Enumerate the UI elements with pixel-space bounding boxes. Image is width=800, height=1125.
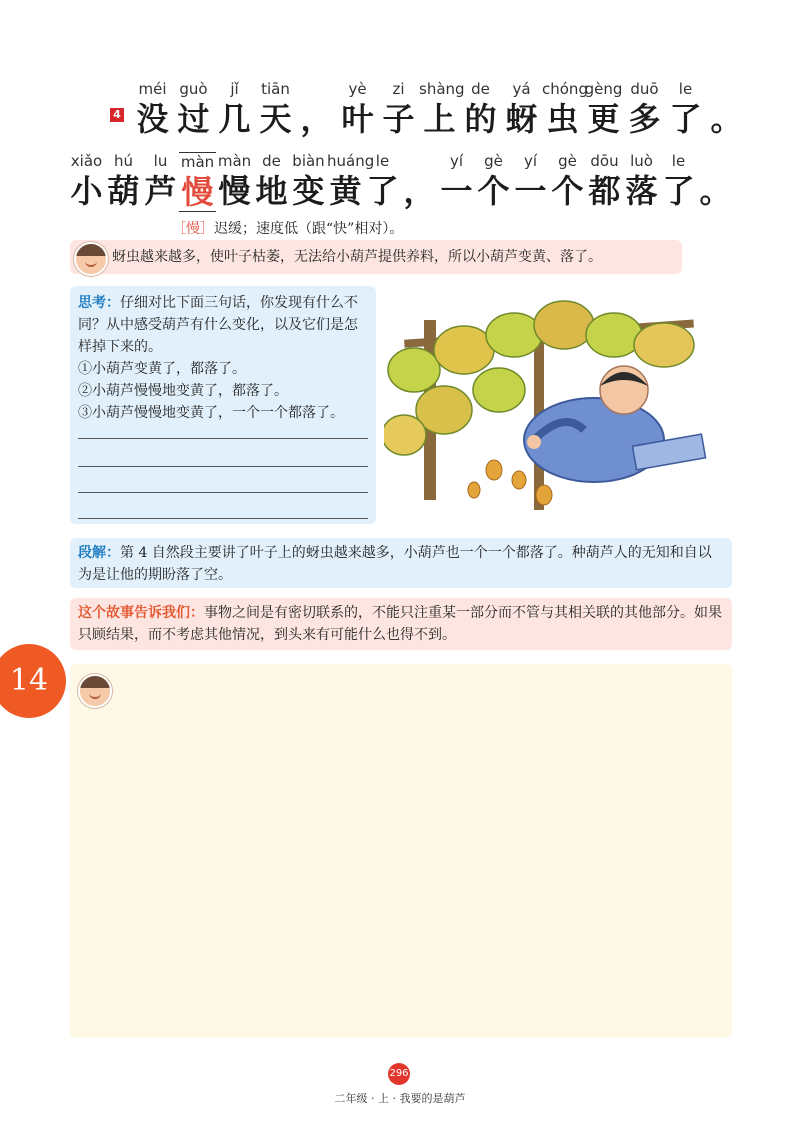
line2-char (586, 152, 623, 210)
pinyin: yá (512, 80, 531, 98)
line2-char (68, 152, 105, 210)
pinyin: chóng (542, 80, 588, 98)
line2-char (253, 152, 290, 210)
hanzi: 虫 (546, 100, 579, 138)
hanzi: 多 (628, 100, 661, 138)
hanzi: 没 (136, 100, 169, 138)
pinyin: huáng (327, 152, 375, 170)
paragraph-number-badge: 4 (110, 108, 124, 122)
hanzi: 地 (255, 172, 288, 210)
footer-title: 二年级 · 上 · 我要的是葫芦 (334, 1092, 466, 1105)
think-box (70, 286, 376, 524)
hanzi: 落 (625, 172, 658, 210)
hanzi: 叶 (341, 100, 374, 138)
text-line-2 (0, 152, 800, 211)
think-question: 仔细对比下面三句话，你发现有什么不同？从中感受葫芦有什么变化，以及它们是怎样掉下来的。 (78, 295, 358, 355)
hanzi: 更 (587, 100, 620, 138)
pinyin: de (471, 80, 490, 98)
answer-line-2[interactable] (78, 466, 368, 467)
line2-char (290, 152, 327, 210)
hanzi: 一 (440, 172, 473, 210)
line2-char (327, 152, 375, 210)
line1-char (255, 80, 296, 138)
lesson-number-badge: 14 (0, 644, 66, 718)
pinyin: méi (138, 80, 167, 98)
text-line-1 (0, 80, 800, 138)
summary-label: 段解： (78, 545, 120, 561)
pinyin: yí (449, 152, 464, 170)
pinyin (296, 80, 337, 100)
pinyin: màn (180, 153, 215, 171)
pinyin: shàng (419, 80, 465, 98)
pinyin (706, 80, 747, 100)
answer-line-3[interactable] (78, 492, 368, 493)
hanzi: 都 (588, 172, 621, 210)
think-item-2: ②小葫芦慢慢地变黄了，都落了。 (78, 383, 288, 399)
pinyin: le (375, 152, 390, 170)
line2-char (142, 152, 179, 210)
hanzi: 慢 (218, 172, 251, 210)
line2-char (660, 152, 697, 210)
line1-char (583, 80, 624, 138)
pinyin: gèng (584, 80, 623, 98)
line1-char (542, 80, 588, 138)
line2-char (216, 152, 253, 210)
hanzi: 一 (514, 172, 547, 210)
pinyin: lu (153, 152, 168, 170)
hanzi: 天 (259, 100, 292, 138)
pinyin: hú (113, 152, 133, 170)
line2-char (105, 152, 142, 210)
pinyin: yè (348, 80, 367, 98)
hanzi: 的 (464, 100, 497, 138)
pinyin: guò (179, 80, 208, 98)
pinyin (401, 152, 438, 172)
hanzi: 葫 (107, 172, 140, 210)
moral-label: 这个故事告诉我们： (78, 605, 204, 621)
line2-char (623, 152, 660, 210)
gloss-text: 迟缓；速度低（跟“快”相对）。 (214, 221, 404, 237)
line1-char (665, 80, 706, 138)
pinyin: gè (558, 152, 577, 170)
think-label: 思考： (78, 295, 120, 311)
pinyin: jǐ (230, 80, 239, 98)
paragraph-summary (70, 538, 732, 588)
pinyin: yí (523, 152, 538, 170)
hanzi: 个 (477, 172, 510, 210)
hanzi: ， (300, 100, 333, 138)
hanzi: 小 (70, 172, 103, 210)
pinyin: dōu (590, 152, 619, 170)
line2-char (475, 152, 512, 210)
answer-line-1[interactable] (78, 438, 368, 439)
summary-text: 第 4 自然段主要讲了叶子上的蚜虫越来越多，小葫芦也一个一个都落了。种葫芦人的无知和自以为是让他的期盼落了空。 (78, 545, 712, 583)
line1-char (173, 80, 214, 138)
gloss-word: ［慢］ (172, 221, 214, 237)
moral-text: 事物之间是有密切联系的，不能只注重某一部分而不管与其相关联的其他部分。如果只顾结果，而不考虑其他情况，到头来有可能什么也得不到。 (78, 605, 722, 643)
hanzi: 。 (710, 100, 743, 138)
hanzi: 上 (423, 100, 456, 138)
pinyin: de (262, 152, 281, 170)
pinyin: le (678, 80, 693, 98)
think-item-3: ③小葫芦慢慢地变黄了，一个一个都落了。 (78, 405, 344, 421)
line1-char (378, 80, 419, 138)
pinyin: le (671, 152, 686, 170)
hanzi: 过 (177, 100, 210, 138)
line2-char (512, 152, 549, 210)
hanzi: ， (403, 172, 436, 210)
pinyin (697, 152, 734, 172)
line2-char (697, 152, 734, 210)
hanzi: 个 (551, 172, 584, 210)
boy-avatar-icon (78, 674, 112, 708)
pinyin: biàn (292, 152, 325, 170)
line1-char (460, 80, 501, 138)
hanzi: 慢 (181, 173, 214, 211)
line1-char (296, 80, 337, 138)
pinyin: tiān (261, 80, 290, 98)
gourd-illustration (384, 290, 732, 520)
pinyin: duō (630, 80, 659, 98)
think-item-1: ①小葫芦变黄了，都落了。 (78, 361, 246, 377)
hanzi: 。 (699, 172, 732, 210)
line1-char (214, 80, 255, 138)
tip-bubble (70, 240, 682, 274)
hanzi: 了 (366, 172, 399, 210)
pinyin: xiǎo (70, 152, 103, 170)
line1-char (337, 80, 378, 138)
girl-avatar-icon (74, 242, 108, 276)
line1-char (501, 80, 542, 138)
pinyin: gè (484, 152, 503, 170)
hanzi: 子 (382, 100, 415, 138)
hanzi: 变 (292, 172, 325, 210)
line2-char (401, 152, 438, 210)
word-gloss (172, 218, 403, 238)
notes-area[interactable] (70, 664, 732, 1038)
line2-char (549, 152, 586, 210)
hanzi: 蚜 (505, 100, 538, 138)
line1-char (706, 80, 747, 138)
pinyin: luò (630, 152, 653, 170)
tip-text: 蚜虫越来越多，使叶子枯萎，无法给小葫芦提供养料，所以小葫芦变黄、落了。 (112, 249, 602, 265)
hanzi: 几 (218, 100, 251, 138)
hanzi: 黄 (329, 172, 362, 210)
hanzi: 芦 (144, 172, 177, 210)
story-moral (70, 598, 732, 650)
line1-char (624, 80, 665, 138)
answer-line-4[interactable] (78, 518, 368, 519)
page-number: 296 (388, 1063, 410, 1085)
pinyin: zi (392, 80, 405, 98)
pinyin: màn (217, 152, 252, 170)
line2-char (438, 152, 475, 210)
line2-char (364, 152, 401, 210)
hanzi: 了 (669, 100, 702, 138)
line2-char (179, 152, 216, 212)
line1-char (132, 80, 173, 138)
hanzi: 了 (662, 172, 695, 210)
line1-char (419, 80, 465, 138)
